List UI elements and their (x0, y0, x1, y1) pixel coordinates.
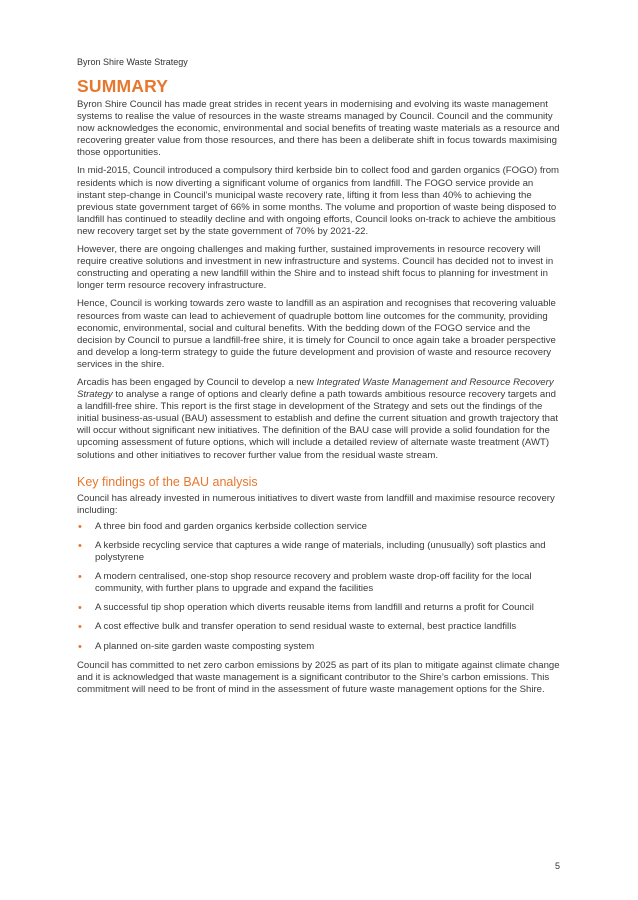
key-findings-closing: Council has committed to net zero carbon emissions by 2025 as part of its plan to mitigate against climate change and it is acknowledged that waste management is a significant contributor to the Shire’s carbon emissions. This commitment will need to be front of mind in the assessment of future waste management options for the Shire. (77, 659, 560, 695)
list-item (77, 540, 563, 564)
bullet-icon: • (78, 602, 82, 615)
list-item-text: A three bin food and garden organics kerbside collection service (95, 520, 367, 532)
section-heading-key-findings: Key findings of the BAU analysis (77, 474, 258, 489)
key-findings-list (77, 521, 563, 653)
summary-paragraph: In mid-2015, Council introduced a compulsory third kerbside bin to collect food and garden organics (FOGO) from residents which is now diverting a significant volume of organics from landfill. The FOGO service provide an instant step-change in Council’s municipal waste recovery rate, lifting it from less than 40% to achieving the previous state government target of 66% in some months. The volume and proportion of waste being disposed to landfill has continued to steadily decline and with ongoing efforts, Council looks on-track to achieve the ambitious new recovery target set by the state government of 70% by 2021-22. (77, 165, 560, 237)
list-item-text: A cost effective bulk and transfer operation to send residual waste to external, best practice landfills (95, 621, 517, 633)
bullet-icon: • (78, 640, 82, 653)
paragraph-text: to analyse a range of options and clearly define a path towards ambitious resource recovery targets and a landfill-free shire. This report is the first stage in development of the Strategy and sets out the findings of the initial business-as-usual (BAU) assessment to establish and define the current situation and growth trajectory that will occur without significant new initiatives. The definition of the BAU case will provide a solid foundation for the upcoming assessment of future options, which will include a detailed review of alternate waste treatment (AWT) solutions and other initiatives to recover further value from the residual waste stream. (77, 389, 558, 461)
page-number: 5 (554, 861, 560, 871)
list-item (77, 602, 563, 614)
list-item-text: A successful tip shop operation which diverts reusable items from landfill and returns a profit for Council (95, 602, 534, 614)
list-item-text: A modern centralised, one-stop shop resource recovery and problem waste drop-off facility for the local community, with further plans to upgrade and expand the facilities (95, 571, 532, 595)
bullet-icon: • (78, 571, 82, 584)
summary-body (77, 99, 563, 702)
list-item-text: A planned on-site garden waste composting system (95, 640, 315, 652)
summary-paragraph-arcadis (77, 377, 563, 462)
key-findings-intro: Council has already invested in numerous initiatives to divert waste from landfill and maximise resource recovery including: (77, 492, 555, 516)
list-item (77, 571, 563, 595)
list-item-text: A kerbside recycling service that captures a wide range of materials, including (unusually) soft plastics and polystyrene (95, 540, 546, 564)
bullet-icon: • (78, 621, 82, 634)
summary-paragraph: Hence, Council is working towards zero waste to landfill as an aspiration and recognises that recovering valuable resources from waste can lead to achievement of quadruple bottom line outcomes for the community, providing economic, environmental, social and cultural benefits. With the bedding down of the FOGO service and the decision by Council to pursue a landfill-free shire, it is timely for Council to once again take a broader perspective and develop a long-term strategy to guide the future development and provision of waste and resource recovery services in the shire. (77, 298, 556, 370)
bullet-icon: • (78, 520, 82, 533)
bullet-icon: • (78, 540, 82, 552)
page-title: SUMMARY (77, 76, 169, 96)
strategy-title-italic: Integrated Waste Management and Resource Recovery Strategy (77, 376, 554, 401)
summary-paragraph: Byron Shire Council has made great strides in recent years in modernising and evolving its waste management systems to realise the value of resources in the waste streams managed by Council. Council and the community now acknowledges the economic, environmental and social benefits of treating waste materials as a resource and recovering greater value from those resources, and there has been a deliberate shift in focus towards maximising those opportunities. (77, 99, 560, 159)
list-item (77, 621, 563, 633)
summary-paragraph: However, there are ongoing challenges and making further, sustained improvements in resource recovery will require creative solutions and investment in new infrastructure and systems. Council has decided not to invest in constructing and operating a new landfill within the Shire and to instead shift focus to planning for investment in longer term resource recovery infrastructure. (77, 244, 554, 292)
list-item (77, 641, 563, 653)
paragraph-text: Arcadis has been engaged by Council to develop a new (77, 376, 317, 388)
list-item (77, 521, 563, 533)
running-header: Byron Shire Waste Strategy (77, 57, 188, 67)
